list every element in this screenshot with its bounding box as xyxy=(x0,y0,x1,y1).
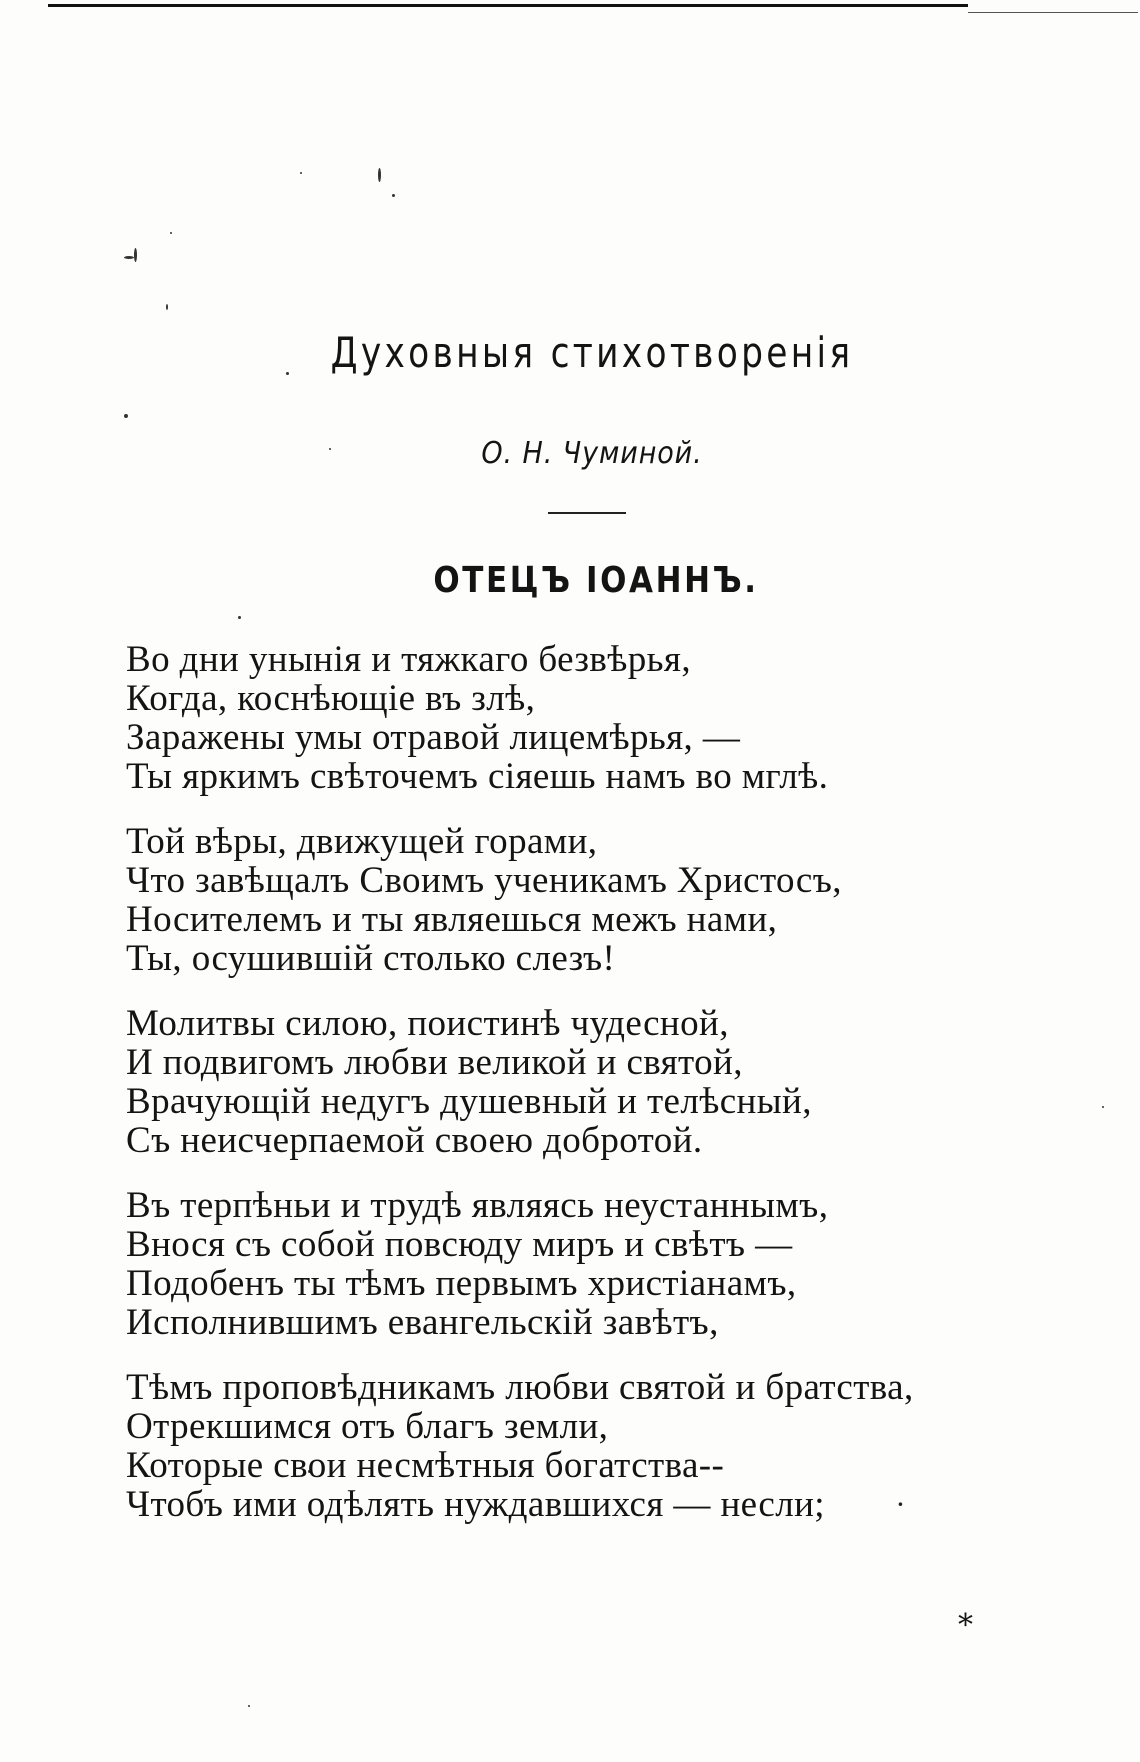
poem-line: Ты яркимъ свѣточемъ сіяешь намъ во мглѣ. xyxy=(126,756,829,797)
author-line: О. Н. Чуминой. xyxy=(481,436,703,471)
stanza-5 xyxy=(126,1368,1066,1524)
scan-speck xyxy=(166,304,168,310)
top-rule-tail xyxy=(968,12,1138,13)
scan-speck xyxy=(238,616,241,619)
stanza-1 xyxy=(126,640,1066,796)
margin-dot: · xyxy=(896,1488,905,1521)
poem-line: Врачующій недугъ душевный и телѣсный, xyxy=(126,1081,812,1122)
poem-line: Чтобъ ими одѣлять нуждавшихся — несли; xyxy=(126,1484,825,1525)
poem-line: Внося съ собой повсюду миръ и свѣтъ — xyxy=(126,1224,793,1265)
footer-asterisk: * xyxy=(958,1608,973,1643)
scan-speck xyxy=(300,172,302,174)
poem-line: Тѣмъ проповѣдникамъ любви святой и братства, xyxy=(126,1367,914,1408)
scan-speck xyxy=(124,414,128,418)
scan-speck xyxy=(134,248,137,262)
scan-speck xyxy=(248,1705,250,1707)
scan-speck xyxy=(124,256,134,259)
poem-title: ОТЕЦЪ ІОАННЪ. xyxy=(433,560,759,601)
collection-heading: Духовныя стихотворенія xyxy=(330,328,854,377)
poem-line: Во дни унынія и тяжкаго безвѣрья, xyxy=(126,639,692,680)
poem-line: Когда, коснѣющіе въ злѣ, xyxy=(126,678,536,719)
poem-line: Что завѣщалъ Своимъ ученикамъ Христосъ, xyxy=(126,860,842,901)
poem-line: Ты, осушившій столько слезъ! xyxy=(126,938,616,979)
poem-line: Съ неисчерпаемой своею добротой. xyxy=(126,1120,703,1161)
poem-line: Заражены умы отравой лицемѣрья, — xyxy=(126,717,741,758)
scan-speck xyxy=(1102,1106,1104,1108)
top-rule xyxy=(48,4,968,7)
stanza-3 xyxy=(126,1004,1066,1160)
poem-body xyxy=(126,640,1066,1550)
scan-speck xyxy=(378,168,381,182)
scan-speck xyxy=(392,194,395,197)
poem-line: Молитвы силою, поистинѣ чудесной, xyxy=(126,1003,729,1044)
poem-line: Той вѣры, движущей горами, xyxy=(126,821,598,862)
title-divider xyxy=(548,512,626,514)
poem-line: Отрекшимся отъ благъ земли, xyxy=(126,1406,609,1447)
poem-line: Исполнившимъ евангельскій завѣтъ, xyxy=(126,1302,719,1343)
poem-line: Которые свои несмѣтныя богатства-- xyxy=(126,1445,725,1486)
poem-line: И подвигомъ любви великой и святой, xyxy=(126,1042,743,1083)
scan-speck xyxy=(170,232,172,234)
poem-line: Въ терпѣньи и трудѣ являясь неустаннымъ, xyxy=(126,1185,829,1226)
stanza-4 xyxy=(126,1186,1066,1342)
stanza-2 xyxy=(126,822,1066,978)
poem-line: Носителемъ и ты являешься межъ нами, xyxy=(126,899,778,940)
poem-line: Подобенъ ты тѣмъ первымъ христіанамъ, xyxy=(126,1263,797,1304)
